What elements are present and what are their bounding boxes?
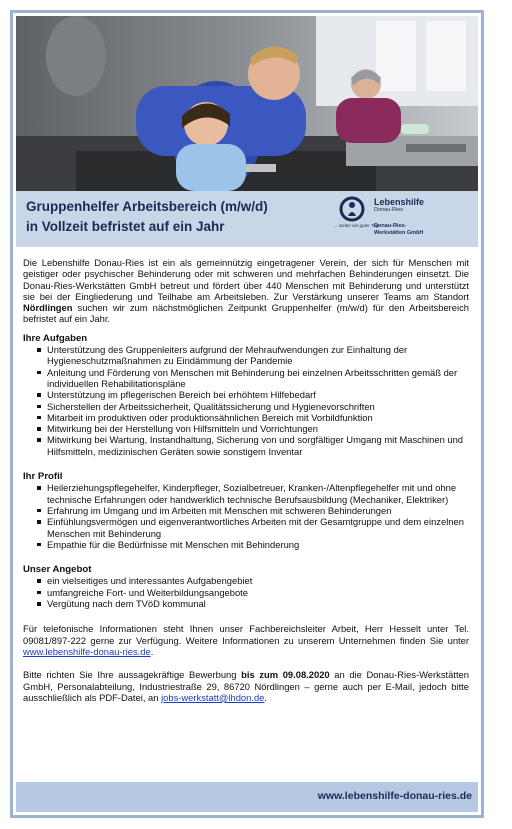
website-link[interactable]: www.lebenshilfe-donau-ries.de	[23, 645, 151, 657]
angebot-heading: Unser Angebot	[23, 564, 92, 576]
lebenshilfe-logo-icon	[339, 196, 365, 222]
posting-body	[23, 257, 469, 703]
job-title	[26, 197, 336, 237]
application-deadline: bis zum 09.08.2020	[241, 669, 330, 681]
list-item: Unterstützung im pflegerischen Bereich bei erhöhtem Hilfebedarf	[37, 389, 469, 400]
aufgaben-heading: Ihre Aufgaben	[23, 332, 88, 344]
application-paragraph	[23, 669, 469, 703]
intro-text-end: suchen wir zum nächstmöglichen Zeitpunkt Gruppenhelfer (m/w/d) für den Arbeitsbereich befristet auf ein Jahr.	[23, 302, 469, 325]
header-photo	[16, 16, 478, 191]
list-item: Einfühlungsvermögen und eigenverantwortliches Arbeiten mit der Gesamtgruppe und dem einzelnen Menschen mit Behinderung	[37, 516, 469, 539]
profil-heading: Ihr Profil	[23, 471, 63, 483]
intro-paragraph	[23, 257, 469, 325]
list-item: Anleitung und Förderung von Menschen mit Behinderung bei einzelnen Arbeitsschritten gemäß der individuellen Rehabilitationspläne	[37, 367, 469, 390]
title-band	[16, 191, 478, 247]
lebenshilfe-logo	[334, 196, 474, 242]
application-end: .	[264, 691, 268, 703]
list-item: Mitwirkung bei Wartung, Instandhaltung, Sicherung von und sorgfältiger Umgang mit Maschinen und Hilfsmitteln, medizinischen Geräten sowie sonstigem Inventar	[37, 434, 469, 457]
footer-url: www.lebenshilfe-donau-ries.de	[317, 790, 472, 802]
job-title-line2: in Vollzeit befristet auf ein Jahr	[26, 219, 225, 234]
list-item: Unterstützung des Gruppenleiters aufgrund der Mehraufwendungen zur Einhaltung der Hygieneschutzmaßnahmen zu Eindämmung der Pandemie	[37, 344, 469, 367]
intro-location: Nördlingen	[23, 302, 73, 314]
email-link[interactable]: jobs-werkstatt@lhdon.de	[161, 691, 265, 703]
list-item: Heilerziehungspflegehelfer, Kinderpfleger, Sozialbetreuer, Kranken-/Altenpflegehelfer mit und ohne technische Erfahrungen oder handwerklich technische Berufsausbildung (Mechaniker, Elektriker)	[37, 482, 469, 505]
logo-werkstaetten	[374, 223, 423, 237]
list-item: Mitwirkung bei der Herstellung von Hilfsmitteln und Vorrichtungen	[37, 423, 469, 434]
spacer	[23, 609, 469, 623]
list-item: Mitarbeit im produktiven oder produktionsähnlichen Bereich mit Vorbildfunktion	[37, 412, 469, 423]
profil-list	[37, 482, 469, 550]
logo-region: Donau-Ries	[374, 207, 404, 213]
logo-werkstaetten-line1: Donau-Ries-	[374, 223, 407, 229]
logo-name: Lebenshilfe	[374, 197, 425, 207]
logo-werkstaetten-line2: Werkstätten GmbH	[374, 230, 424, 236]
intro-text: Die Lebenshilfe Donau-Ries ist ein als gemeinnützig eingetragener Verein, der sich für Menschen mit geistiger oder psychischer Behinderung oder mit schweren und mehrfachen Behinderungen einsetzt. Die Donau-Ries-Werkstätten GmbH betreut und fördert über 440 Menschen mit Behinderung und unterstützt sie bei der Eingliederung und Teilhabe am Arbeitsleben. Zur Verstärkung unserer Teams am Standort	[23, 257, 469, 302]
angebot-list	[37, 575, 469, 609]
application-text-middle: an die Donau-Ries-Werkstätten GmbH, Personalabteilung, Industriestraße 29, 86720 Nördlingen – gerne auch per E-Mail, jedoch bitte ausschließlich als PDF-Datei, an	[23, 669, 469, 703]
logo-tagline: ... weiter ein guter Tag	[334, 223, 379, 228]
spacer	[23, 657, 469, 669]
contact-text: Für telefonische Informationen steht Ihnen unser Fachbereichsleiter Arbeit, Herr Hesselt unter Tel. 09081/897-222 gerne zur Verfügung. Weitere Informationen zu unserem Unternehmen finden Sie unter	[23, 623, 469, 646]
aufgaben-list	[37, 344, 469, 457]
list-item: Empathie für die Bedürfnisse mit Menschen mit Behinderung	[37, 539, 469, 550]
job-posting-frame	[10, 10, 484, 818]
list-item: ein vielseitiges und interessantes Aufgabengebiet	[37, 575, 469, 586]
list-item: Sicherstellen der Arbeitssicherheit, Qualitätssicherung und Hygienevorschriften	[37, 401, 469, 412]
job-title-line1: Gruppenhelfer Arbeitsbereich (m/w/d)	[26, 199, 268, 214]
list-item: Erfahrung im Umgang und im Arbeiten mit Menschen mit schweren Behinderungen	[37, 505, 469, 516]
list-item: umfangreiche Fort- und Weiterbildungsangebote	[37, 587, 469, 598]
application-text: Bitte richten Sie Ihre aussagekräftige Bewerbung	[23, 669, 242, 681]
list-item: Vergütung nach dem TVöD kommunal	[37, 598, 469, 609]
workshop-photo-illustration	[16, 16, 478, 191]
footer-band	[16, 782, 478, 812]
contact-end: .	[150, 645, 154, 657]
contact-paragraph	[23, 623, 469, 657]
